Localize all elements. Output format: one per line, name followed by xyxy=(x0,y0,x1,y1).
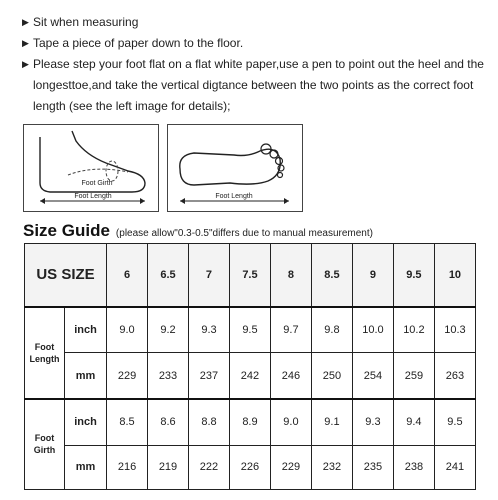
size-header-cell: 8 xyxy=(270,244,311,307)
value-cell: 9.3 xyxy=(352,399,393,445)
instruction-item xyxy=(22,56,492,117)
value-cell: 229 xyxy=(107,353,148,399)
instruction-text: Tape a piece of paper down to the floor. xyxy=(33,36,244,50)
foot-girth-group-label: Foot Girth xyxy=(25,399,65,490)
foot-top-view-figure xyxy=(167,124,303,212)
value-cell: 8.9 xyxy=(229,399,270,445)
value-cell: 8.5 xyxy=(107,399,148,445)
table-header-row xyxy=(25,244,476,307)
value-cell: 241 xyxy=(434,445,475,489)
instructions-list xyxy=(22,14,492,122)
table-row xyxy=(25,353,476,399)
table-row xyxy=(25,445,476,489)
value-cell: 219 xyxy=(148,445,189,489)
table-row xyxy=(25,399,476,445)
unit-cell: inch xyxy=(65,399,107,445)
unit-cell: mm xyxy=(65,445,107,489)
value-cell: 263 xyxy=(434,353,475,399)
value-cell: 226 xyxy=(229,445,270,489)
unit-cell: mm xyxy=(65,353,107,399)
size-header-cell: 9 xyxy=(352,244,393,307)
foot-length-label: Foot Length xyxy=(74,193,112,200)
us-size-header: US SIZE xyxy=(25,244,107,307)
size-header-cell: 10 xyxy=(434,244,475,307)
size-header-cell: 7 xyxy=(188,244,229,307)
value-cell: 9.8 xyxy=(311,307,352,353)
value-cell: 10.3 xyxy=(434,307,475,353)
value-cell: 8.6 xyxy=(148,399,189,445)
value-cell: 9.5 xyxy=(434,399,475,445)
size-guide-heading xyxy=(23,221,373,241)
value-cell: 9.1 xyxy=(311,399,352,445)
value-cell: 9.5 xyxy=(229,307,270,353)
value-cell: 235 xyxy=(352,445,393,489)
size-header-cell: 9.5 xyxy=(393,244,434,307)
value-cell: 9.7 xyxy=(270,307,311,353)
size-guide-table xyxy=(24,243,476,490)
value-cell: 254 xyxy=(352,353,393,399)
foot-length-label: Foot Length xyxy=(215,193,253,200)
value-cell: 222 xyxy=(188,445,229,489)
value-cell: 250 xyxy=(311,353,352,399)
size-header-cell: 7.5 xyxy=(229,244,270,307)
foot-top-illustration xyxy=(168,125,301,210)
value-cell: 238 xyxy=(393,445,434,489)
instruction-text: Please step your foot flat on a flat white paper,use a pen to point out the heel and the longesttoe,and take the vertical digtance between the two points as the correct foot length (see the left image for details); xyxy=(33,57,484,113)
foot-side-view-figure xyxy=(23,124,159,212)
instruction-item xyxy=(22,14,492,30)
value-cell: 9.2 xyxy=(148,307,189,353)
value-cell: 10.2 xyxy=(393,307,434,353)
instruction-text: Sit when measuring xyxy=(33,15,139,29)
unit-cell: inch xyxy=(65,307,107,353)
bullet-triangle-icon: ▶ xyxy=(22,59,29,69)
value-cell: 9.0 xyxy=(107,307,148,353)
size-guide-note: (please allow"0.3-0.5"differs due to manual measurement) xyxy=(115,228,373,239)
size-header-cell: 6 xyxy=(107,244,148,307)
value-cell: 216 xyxy=(107,445,148,489)
value-cell: 10.0 xyxy=(352,307,393,353)
value-cell: 237 xyxy=(188,353,229,399)
value-cell: 246 xyxy=(270,353,311,399)
value-cell: 9.4 xyxy=(393,399,434,445)
value-cell: 9.0 xyxy=(270,399,311,445)
size-guide-title: Size Guide xyxy=(23,221,110,240)
value-cell: 259 xyxy=(393,353,434,399)
bullet-triangle-icon: ▶ xyxy=(22,38,29,48)
value-cell: 233 xyxy=(148,353,189,399)
foot-length-group-label: Foot Length xyxy=(25,307,65,399)
table-row xyxy=(25,307,476,353)
value-cell: 232 xyxy=(311,445,352,489)
value-cell: 9.3 xyxy=(188,307,229,353)
size-header-cell: 6.5 xyxy=(148,244,189,307)
size-header-cell: 8.5 xyxy=(311,244,352,307)
value-cell: 229 xyxy=(270,445,311,489)
foot-side-illustration xyxy=(24,125,157,210)
instruction-item xyxy=(22,35,492,51)
value-cell: 8.8 xyxy=(188,399,229,445)
foot-girth-label: Foot Girth xyxy=(81,180,113,187)
value-cell: 242 xyxy=(229,353,270,399)
bullet-triangle-icon: ▶ xyxy=(22,17,29,27)
